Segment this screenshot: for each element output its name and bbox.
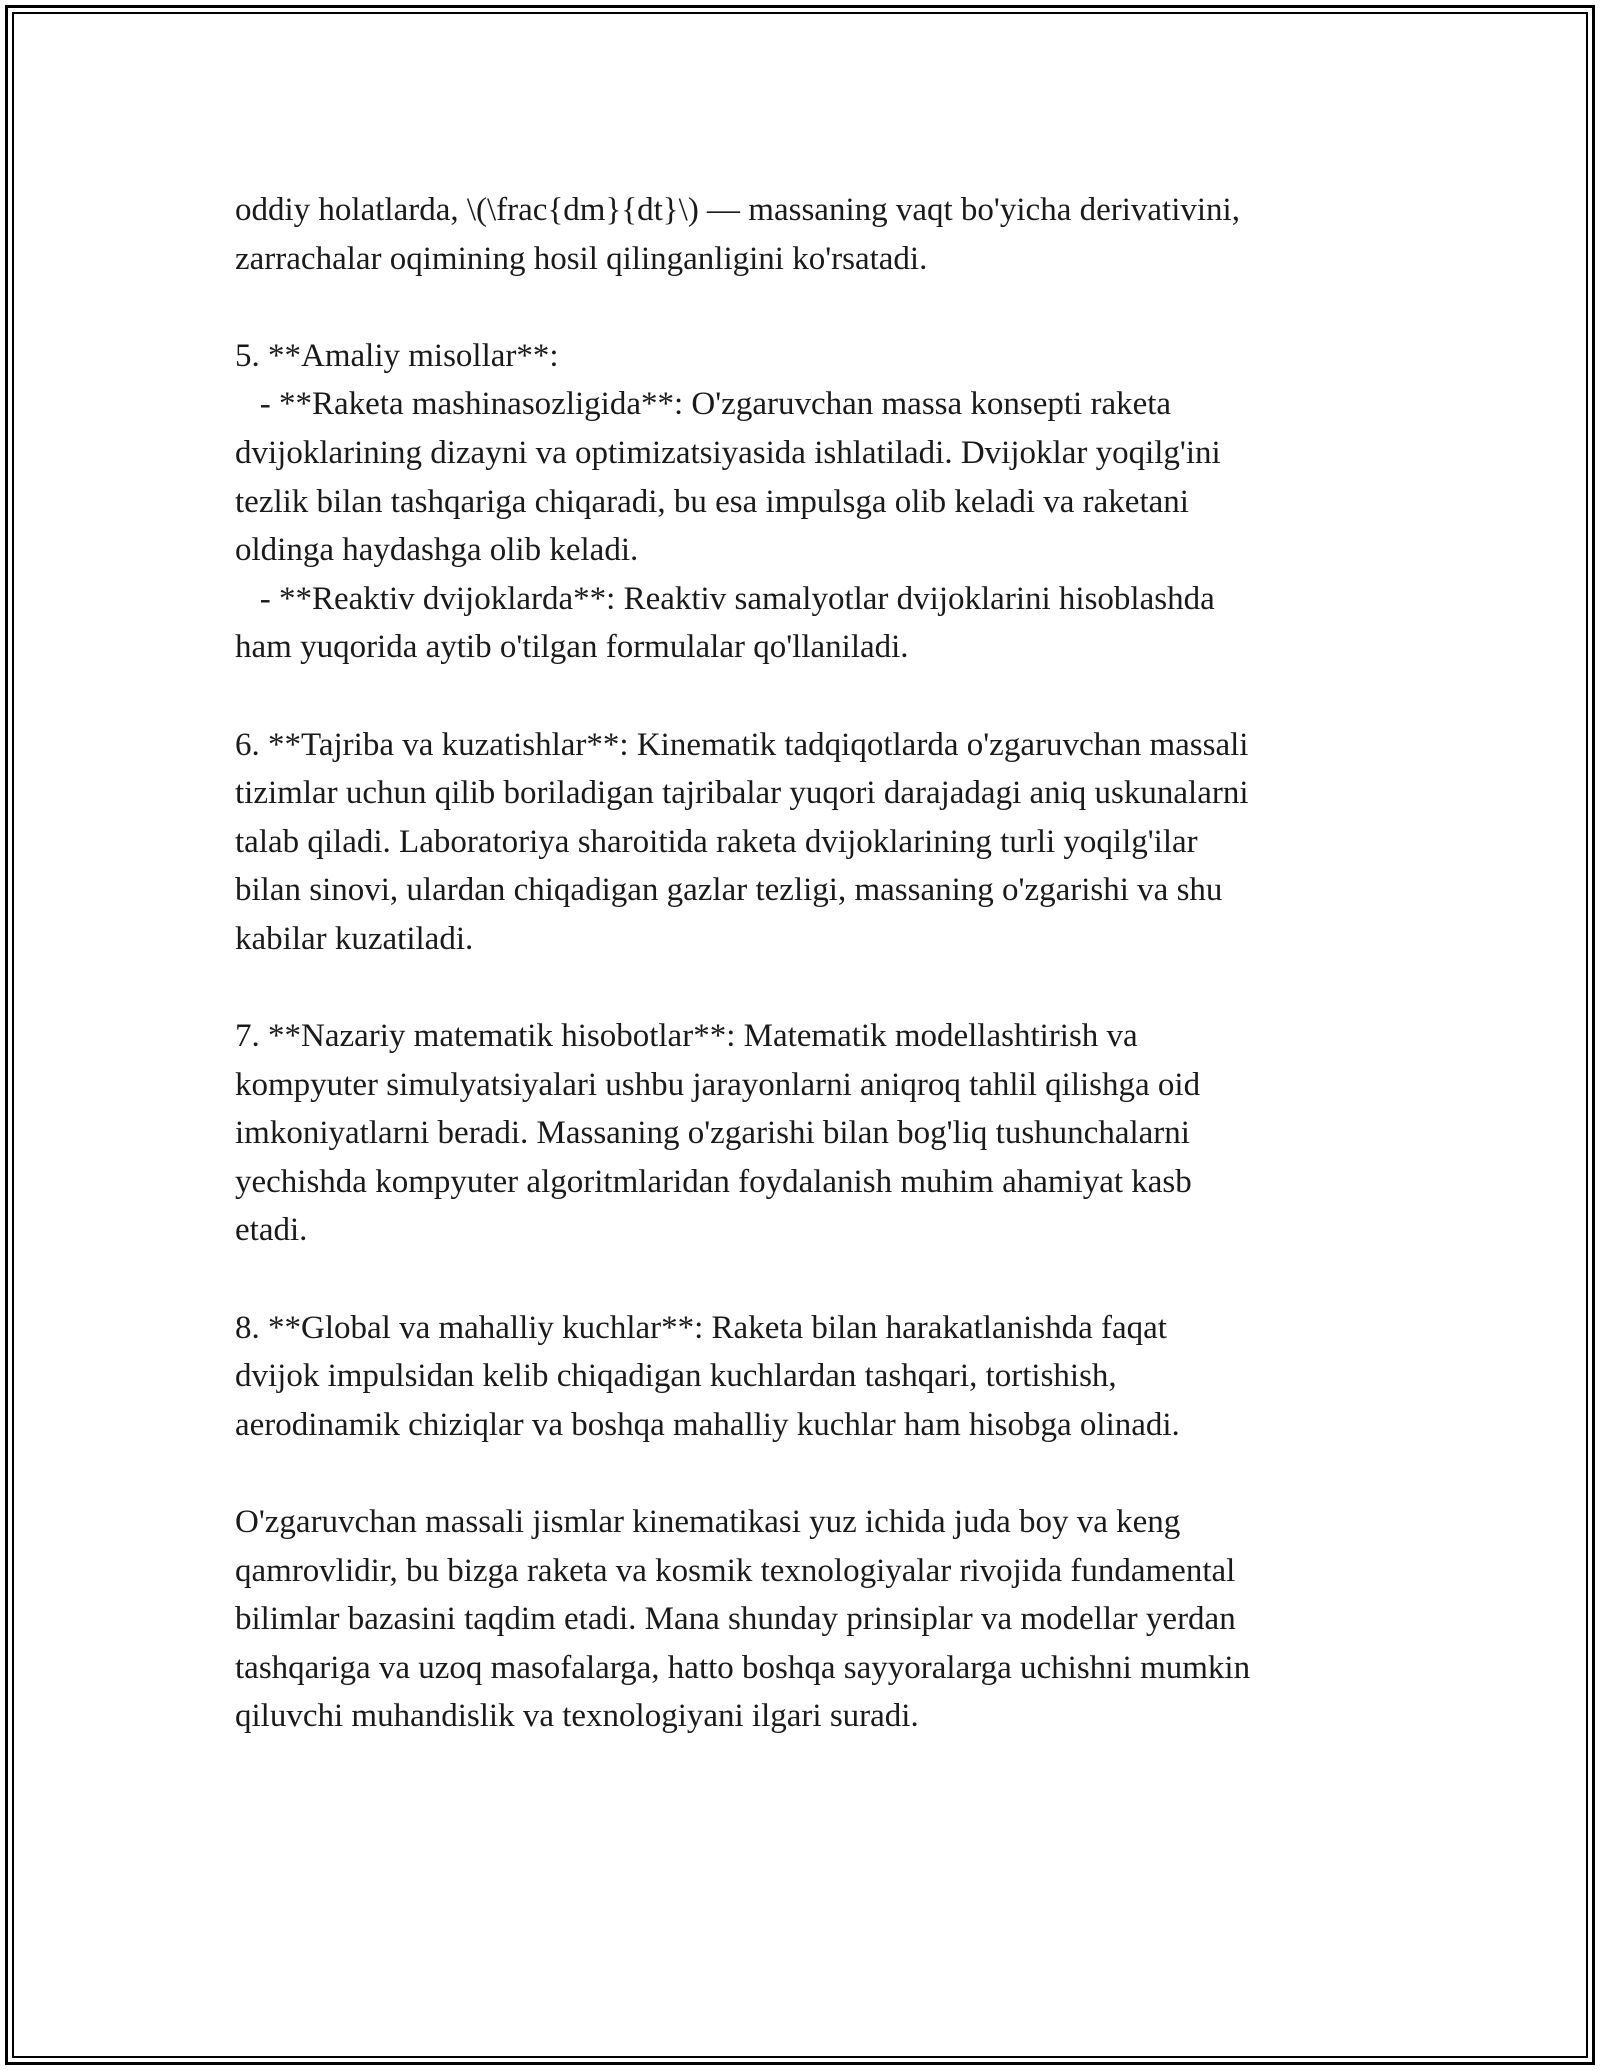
text-line: dvijoklarining dizayni va optimizatsiyasida ishlatiladi. Dvijoklar yoqilg'ini — [235, 434, 1221, 471]
text-line: tezlik bilan tashqariga chiqaradi, bu esa impulsga olib keladi va raketani — [235, 483, 1189, 520]
paragraph-spacer — [235, 283, 1385, 332]
text-line: oddiy holatlarda, \(\frac{dm}{dt}\) — massaning vaqt bo'yicha derivativini, — [235, 192, 1240, 228]
text-line: bilimlar bazasini taqdim etadi. Mana shunday prinsiplar va modellar yerdan — [235, 1601, 1236, 1638]
text-line: tashqariga va uzoq masofalarga, hatto boshqa sayyoralarga uchishni mumkin — [235, 1649, 1251, 1686]
text-line: imkoniyatlarni beradi. Massaning o'zgarishi bilan bog'liq tushunchalarni — [235, 1115, 1190, 1152]
text-line: ham yuqorida aytib o'tilgan formulalar qo'llaniladi. — [235, 629, 909, 666]
text-line: etadi. — [235, 1212, 308, 1249]
paragraph-global-local-forces — [235, 1304, 1385, 1450]
text-line: - **Raketa mashinasozligida**: O'zgaruvchan massa konsepti raketa — [235, 386, 1172, 423]
paragraph-spacer — [235, 964, 1385, 1013]
text-line: oldinga haydashga olib keladi. — [235, 532, 639, 569]
text-line: 8. **Global va mahalliy kuchlar**: Raketa bilan harakatlanishda faqat — [235, 1309, 1167, 1346]
text-line: dvijok impulsidan kelib chiqadigan kuchlardan tashqari, tortishish, — [235, 1358, 1117, 1395]
paragraph-spacer — [235, 1255, 1385, 1304]
paragraph-theoretical — [235, 1012, 1385, 1255]
text-line: qamrovlidir, bu bizga raketa va kosmik texnologiyalar rivojida fundamental — [235, 1552, 1236, 1589]
paragraph-spacer — [235, 672, 1385, 721]
paragraph-spacer — [235, 1449, 1385, 1498]
text-line: talab qiladi. Laboratoriya sharoitida raketa dvijoklarining turli yoqilg'ilar — [235, 823, 1198, 860]
text-line: - **Reaktiv dvijoklarda**: Reaktiv samalyotlar dvijoklarini hisoblashda — [235, 580, 1215, 617]
paragraph-conclusion — [235, 1498, 1385, 1741]
text-line: kompyuter simulyatsiyalari ushbu jarayonlarni aniqroq tahlil qilishga oid — [235, 1066, 1201, 1103]
text-line: qiluvchi muhandislik va texnologiyani ilgari suradi. — [235, 1698, 919, 1735]
text-line: bilan sinovi, ulardan chiqadigan gazlar tezligi, massaning o'zgarishi va shu — [235, 872, 1223, 909]
text-line: aerodinamik chiziqlar va boshqa mahalliy kuchlar ham hisobga olinadi. — [235, 1406, 1180, 1443]
paragraph-experiments — [235, 721, 1385, 964]
text-line: O'zgaruvchan massali jismlar kinematikasi yuz ichida juda boy va keng — [235, 1504, 1181, 1541]
paragraph-intro — [235, 186, 1385, 283]
text-line: 5. **Amaliy misollar**: — [235, 337, 559, 374]
document-body — [235, 186, 1385, 1741]
text-line: 6. **Tajriba va kuzatishlar**: Kinematik tadqiqotlarda o'zgaruvchan massali — [235, 726, 1249, 763]
text-line: zarrachalar oqimining hosil qilinganligini ko'rsatadi. — [235, 240, 928, 277]
text-line: 7. **Nazariy matematik hisobotlar**: Matematik modellashtirish va — [235, 1018, 1138, 1055]
text-line: tizimlar uchun qilib boriladigan tajribalar yuqori darajadagi aniq uskunalarni — [235, 775, 1249, 812]
text-line: kabilar kuzatiladi. — [235, 920, 474, 957]
paragraph-practical-examples — [235, 332, 1385, 672]
text-line: yechishda kompyuter algoritmlaridan foydalanish muhim ahamiyat kasb — [235, 1163, 1192, 1200]
